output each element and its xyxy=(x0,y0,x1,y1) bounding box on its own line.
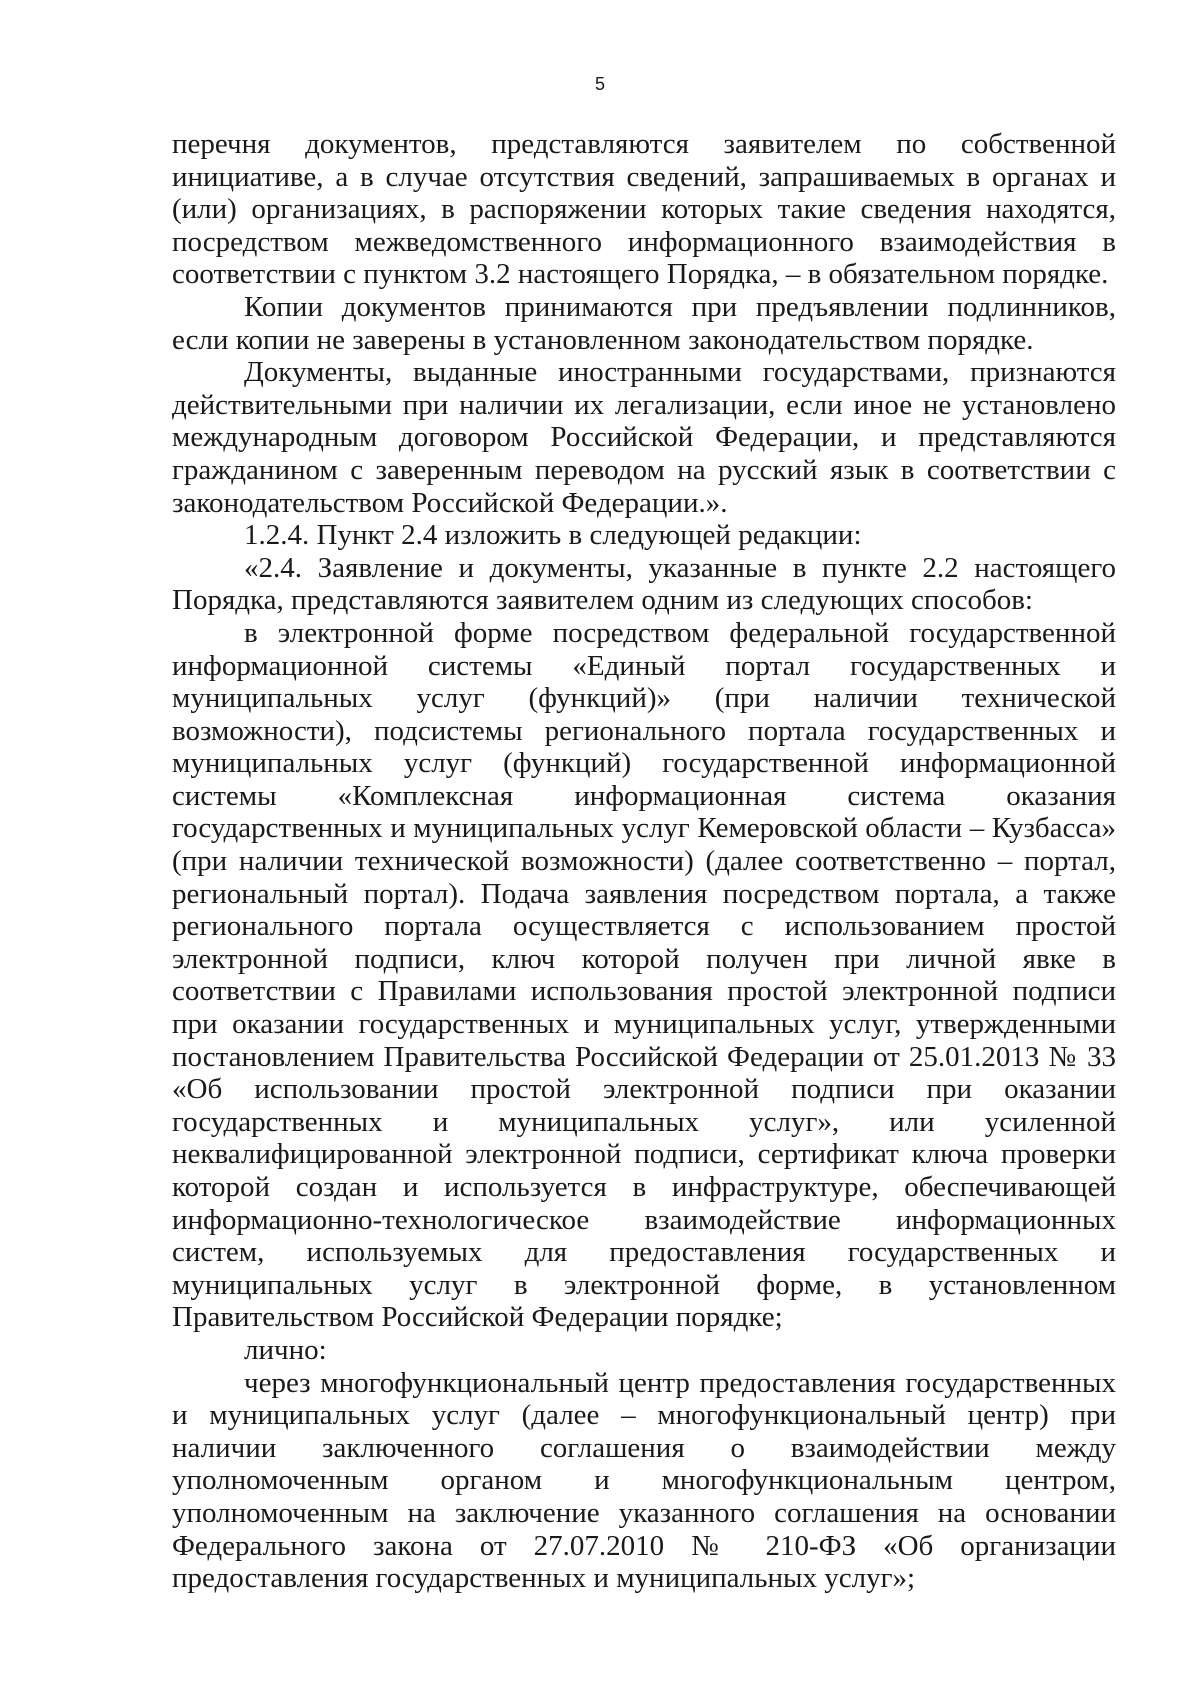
page-number: 5 xyxy=(594,74,605,94)
paragraph-clause-2-4: «2.4. Заявление и документы, указанные в пункте 2.2 настоящего Порядка, представляются заявителем одним из следующих способов: xyxy=(172,551,1116,617)
document-body xyxy=(172,128,1116,1595)
paragraph-in-person: лично: xyxy=(244,1333,327,1366)
paragraph-mfc-submission: через многофункциональный центр предоставления государственных и муниципальных услуг (далее – многофункциональный центр) при наличии заключенного соглашения о взаимодействии между уполномоченным органом и многофункциональным центром, уполномоченным на заключение указанного соглашения на основании Федерального закона от 27.07.2010 № 210-ФЗ «Об организации предоставления государственных и муниципальных услуг»; xyxy=(172,1366,1116,1595)
paragraph-document-copies: Копии документов принимаются при предъявлении подлинников, если копии не заверены в установленном законодательством порядке. xyxy=(172,290,1116,356)
paragraph-foreign-documents: Документы, выданные иностранными государствами, признаются действительными при наличии их легализации, если иное не установлено международным договором Российской Федерации, и представляются гражданином с заверенным переводом на русский язык в соответствии с законодательством Российской Федерации.». xyxy=(172,356,1116,519)
paragraph-electronic-submission: в электронной форме посредством федеральной государственной информационной системы «Единый портал государственных и муниципальных услуг (функций)» (при наличии технической возможности), подсистемы регионального портала государственных и муниципальных услуг (функций) государственной информационной системы «Комплексная информационная система оказания государственных и муниципальных услуг Кемеровской области – Кузбасса» (при наличии технической возможности) (далее соответственно – портал, региональный портал). Подача заявления посредством портала, а также регионального портала осуществляется с использованием простой электронной подписи, ключ которой получен при личной явке в соответствии с Правилами использования простой электронной подписи при оказании государственных и муниципальных услуг, утвержденными постановлением Правительства Российской Федерации от 25.01.2013 № 33 «Об использовании простой электронной подписи при оказании государственных и муниципальных услуг», или усиленной неквалифицированной электронной подписи, сертификат ключа проверки которой создан и используется в инфраструктуре, обеспечивающей информационно-технологическое взаимодействие информационных систем, используемых для предоставления государственных и муниципальных услуг в электронной форме, в установленном Правительством Российской Федерации порядке; xyxy=(172,616,1116,1334)
paragraph-clause-heading: 1.2.4. Пункт 2.4 изложить в следующей редакции: xyxy=(244,519,862,552)
paragraph-required-documents: перечня документов, представляются заявителем по собственной инициативе, а в случае отсутствия сведений, запрашиваемых в органах и (или) организациях, в распоряжении которых такие сведения находятся, посредством межведомственного информационного взаимодействия в соответствии с пунктом 3.2 настоящего Порядка, – в обязательном порядке. xyxy=(172,128,1116,291)
